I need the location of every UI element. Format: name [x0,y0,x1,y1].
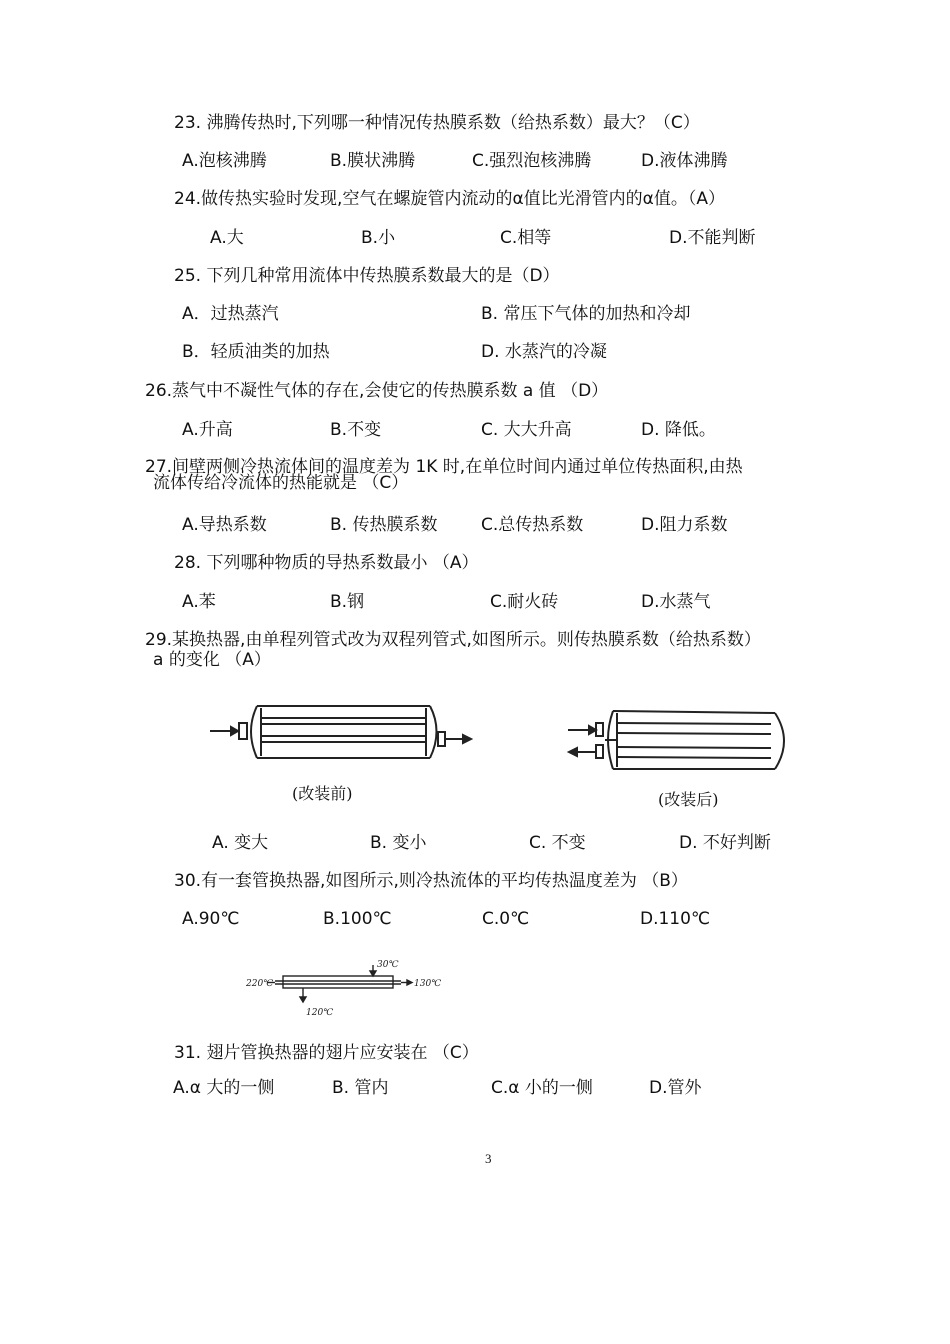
q27-option-d: D.阻力系数 [641,515,728,535]
q30-option-b: B.100℃ [323,909,392,929]
q24-option-b: B.小 [361,228,396,248]
q29-option-a: A. 变大 [212,833,269,853]
q30-option-d: D.110℃ [640,909,711,929]
q31-option-c: C.α 小的一侧 [491,1078,593,1098]
q23-option-c: C.强烈泡核沸腾 [472,151,592,171]
q25-option-d: D. 水蒸汽的冷凝 [481,342,607,362]
q23-option-d: D.液体沸腾 [641,151,728,171]
question-29-stem-line1: 29.某换热器,由单程列管式改为双程列管式,如图所示。则传热膜系数（给热系数） [145,630,761,650]
q31-option-a: A.α 大的一侧 [173,1078,275,1098]
q26-option-b: B.不变 [330,420,382,440]
q28-option-c: C.耐火砖 [490,592,559,612]
q29-option-d: D. 不好判断 [679,833,771,853]
q30-option-c: C.0℃ [482,909,530,929]
q24-option-a: A.大 [210,228,244,248]
question-31-stem: 31. 翅片管换热器的翅片应安装在 （C） [174,1043,479,1063]
q28-option-b: B.钢 [330,592,365,612]
q24-option-c: C.相等 [500,228,552,248]
figure-caption-after: (改装后) [658,790,719,809]
heat-exchanger-double-pass-figure [565,703,795,778]
question-28-stem: 28. 下列哪种物质的导热系数最小 （A） [174,553,479,573]
q28-option-d: D.水蒸气 [641,592,711,612]
q31-option-b: B. 管内 [332,1078,389,1098]
heat-exchanger-single-pass-figure [205,698,475,768]
q26-option-a: A.升高 [182,420,233,440]
question-29-stem-line2: a 的变化 （A） [153,650,271,670]
cold-outlet-temp-label: 120℃ [306,1008,334,1018]
q23-option-b: B.膜状沸腾 [330,151,416,171]
question-24-stem: 24.做传热实验时发现,空气在螺旋管内流动的α值比光滑管内的α值。（A） [174,189,725,209]
q29-option-c: C. 不变 [529,833,586,853]
q23-option-a: A.泡核沸腾 [182,151,267,171]
cold-inlet-temp-label: 30℃ [377,960,399,970]
question-23-stem: 23. 沸腾传热时,下列哪一种情况传热膜系数（给热系数）最大？（C） [174,113,700,133]
question-30-stem: 30.有一套管换热器,如图所示,则冷热流体的平均传热温度差为 （B） [174,871,688,891]
q28-option-a: A.苯 [182,592,216,612]
q27-option-c: C.总传热系数 [481,515,584,535]
q25-option-c: B．轻质油类的加热 [182,342,330,362]
hot-inlet-temp-label: 220℃ [246,979,274,989]
question-27-stem-line1: 27.间壁两侧冷热流体间的温度差为 1K 时,在单位时间内通过单位传热面积,由热 [145,457,743,477]
q31-option-d: D.管外 [649,1078,702,1098]
q26-option-d: D. 降低。 [641,420,716,440]
q24-option-d: D.不能判断 [669,228,756,248]
question-27-stem-line2: 流体传给冷流体的热能就是 （C） [153,473,409,493]
q27-option-a: A.导热系数 [182,515,267,535]
q25-option-a: A．过热蒸汽 [182,304,279,324]
q27-option-b: B. 传热膜系数 [330,515,438,535]
page-number: 3 [485,1151,492,1166]
q25-option-b: B. 常压下气体的加热和冷却 [481,304,691,324]
figure-caption-before: (改装前) [292,784,353,803]
double-pipe-exchanger-figure [245,955,445,1020]
q29-option-b: B. 变小 [370,833,427,853]
q30-option-a: A.90℃ [182,909,240,929]
hot-outlet-temp-label: 130℃ [414,979,442,989]
q26-option-c: C. 大大升高 [481,420,572,440]
question-25-stem: 25. 下列几种常用流体中传热膜系数最大的是（D） [174,266,560,286]
question-26-stem: 26.蒸气中不凝性气体的存在,会使它的传热膜系数 a 值 （D） [145,381,609,401]
